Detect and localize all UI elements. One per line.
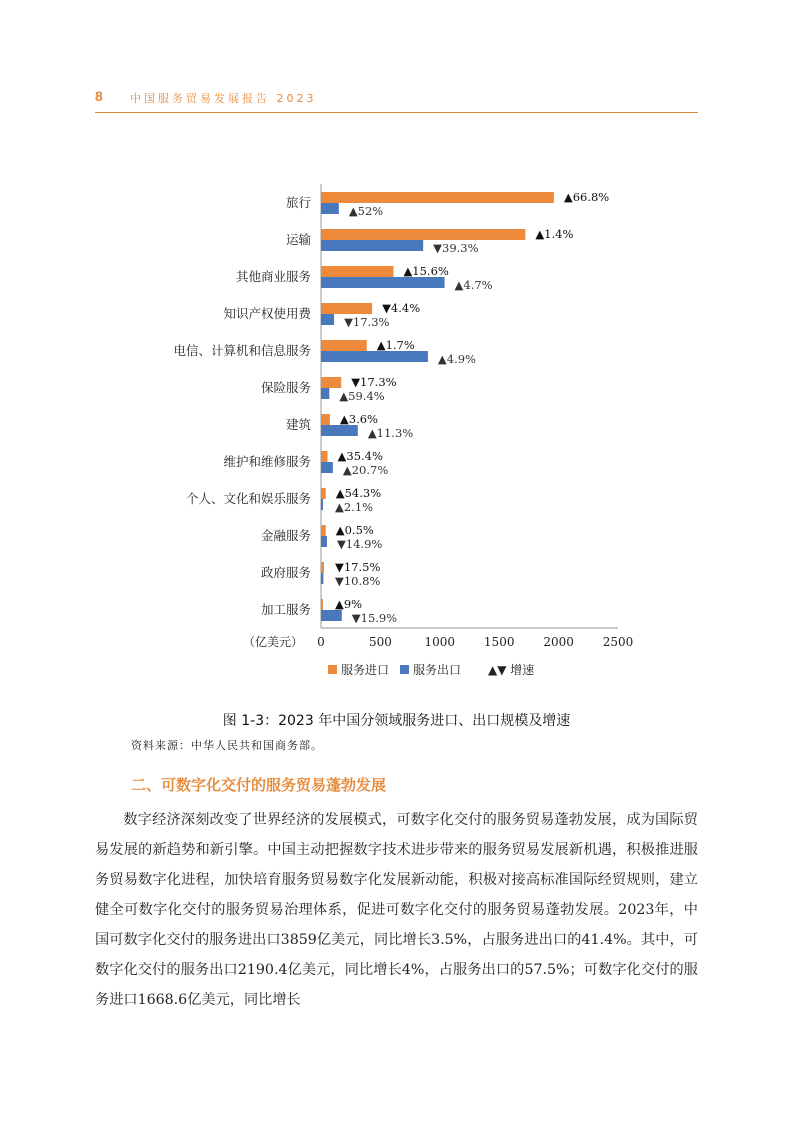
export-growth-label: ▼39.3% (433, 241, 479, 255)
export-bar (321, 536, 327, 547)
import-bar (321, 229, 525, 240)
category-label: 维护和维修服务 (223, 454, 311, 469)
x-tick-label: 0 (317, 635, 325, 649)
source-note: 资料来源：中华人民共和国商务部。 (131, 739, 323, 752)
category-label: 加工服务 (260, 602, 311, 617)
import-bar (321, 488, 326, 499)
export-growth-label: ▼10.8% (335, 574, 381, 588)
export-growth-label: ▲52% (348, 204, 384, 218)
running-title: 中国服务贸易发展报告 2023 (130, 92, 317, 105)
export-bar (321, 314, 334, 325)
export-bar (321, 203, 339, 214)
legend-swatch-import (328, 665, 337, 674)
import-growth-label: ▼4.4% (382, 301, 421, 315)
export-growth-label: ▲4.9% (437, 352, 476, 366)
export-bar (321, 610, 342, 621)
body-paragraph (95, 805, 698, 1015)
legend-label-growth: ▲▼ 增速 (488, 663, 535, 677)
category-label: 旅行 (285, 195, 311, 210)
export-bar (321, 388, 329, 399)
import-bar (321, 266, 393, 277)
import-growth-label: ▲0.5% (335, 523, 374, 537)
import-bar (321, 599, 323, 610)
export-bar (321, 277, 445, 288)
export-growth-label: ▲11.3% (367, 426, 414, 440)
export-growth-label: ▲4.7% (454, 278, 493, 292)
body-paragraph-text: 数字经济深刻改变了世界经济的发展模式，可数字化交付的服务贸易蓬勃发展，成为国际贸易发展的新趋势和新引擎。中国主动把握数字技术进步带来的服务贸易发展新机遇，积极推进服务贸易数字化进程，加快培育服务贸易数字化发展新动能，积极对接高标准国际经贸规则，建立健全可数字化交付的服务贸易治理体系，促进可数字化交付的服务贸易蓬勃发展。2023年，中国可数字化交付的服务进出口3859亿美元，同比增长3.5%，占服务进出口的41.4%。其中，可数字化交付的服务出口2190.4亿美元，同比增长4%，占服务出口的57.5%；可数字化交付的服务进口1668.6亿美元，同比增长 (95, 812, 698, 1008)
legend-label-import: 服务进口 (341, 663, 390, 677)
export-bar (321, 573, 323, 584)
export-growth-label: ▼15.9% (351, 611, 398, 625)
import-growth-label: ▲1.7% (376, 338, 415, 352)
legend-label-export: 服务出口 (413, 663, 462, 677)
export-bar (321, 240, 423, 251)
export-bar (321, 425, 358, 436)
category-label: 保险服务 (260, 380, 311, 395)
export-bar (321, 351, 428, 362)
x-tick-label: 500 (368, 635, 392, 649)
import-bar (321, 377, 341, 388)
section-heading: 二、可数字化交付的服务贸易蓬勃发展 (131, 776, 387, 794)
export-growth-label: ▲59.4% (339, 389, 385, 403)
category-label: 知识产权使用费 (223, 306, 311, 321)
category-label: 其他商业服务 (235, 269, 311, 284)
services-trade-bar-chart (0, 170, 793, 690)
x-tick-label: 1000 (424, 635, 456, 649)
unit-label: （亿美元） (242, 635, 303, 649)
import-bar (321, 303, 372, 314)
x-tick-label: 2000 (543, 635, 574, 649)
import-bar (321, 451, 328, 462)
category-label: 金融服务 (260, 528, 311, 543)
category-label: 建筑 (285, 417, 311, 432)
import-growth-label: ▲35.4% (337, 449, 383, 463)
category-label: 电信、计算机和信息服务 (173, 343, 311, 358)
category-label: 个人、文化和娱乐服务 (185, 491, 311, 506)
import-growth-label: ▲54.3% (335, 486, 382, 500)
export-growth-label: ▲20.7% (342, 463, 389, 477)
export-growth-label: ▲2.1% (335, 500, 374, 514)
import-growth-label: ▲66.8% (563, 190, 610, 204)
export-growth-label: ▼17.3% (344, 315, 390, 329)
page-header (95, 86, 698, 113)
import-growth-label: ▲9% (335, 597, 363, 611)
import-growth-label: ▲1.4% (535, 227, 574, 241)
import-bar (321, 562, 324, 573)
import-growth-label: ▲3.6% (339, 412, 378, 426)
import-growth-label: ▲15.6% (403, 264, 449, 278)
x-tick-label: 2500 (602, 635, 634, 649)
page-number: 8 (95, 88, 103, 104)
export-bar (321, 462, 333, 473)
x-tick-label: 1500 (483, 635, 515, 649)
export-bar (321, 499, 323, 510)
figure-caption: 图 1-3：2023 年中国分领域服务进口、出口规模及增速 (222, 713, 571, 729)
import-bar (321, 340, 367, 351)
legend-swatch-export (400, 665, 409, 674)
import-growth-label: ▼17.5% (335, 560, 381, 574)
import-bar (321, 525, 326, 536)
import-growth-label: ▼17.3% (351, 375, 397, 389)
category-label: 运输 (285, 232, 311, 247)
category-label: 政府服务 (260, 565, 311, 580)
import-bar (321, 192, 554, 203)
export-growth-label: ▼14.9% (336, 537, 383, 551)
import-bar (321, 414, 330, 425)
